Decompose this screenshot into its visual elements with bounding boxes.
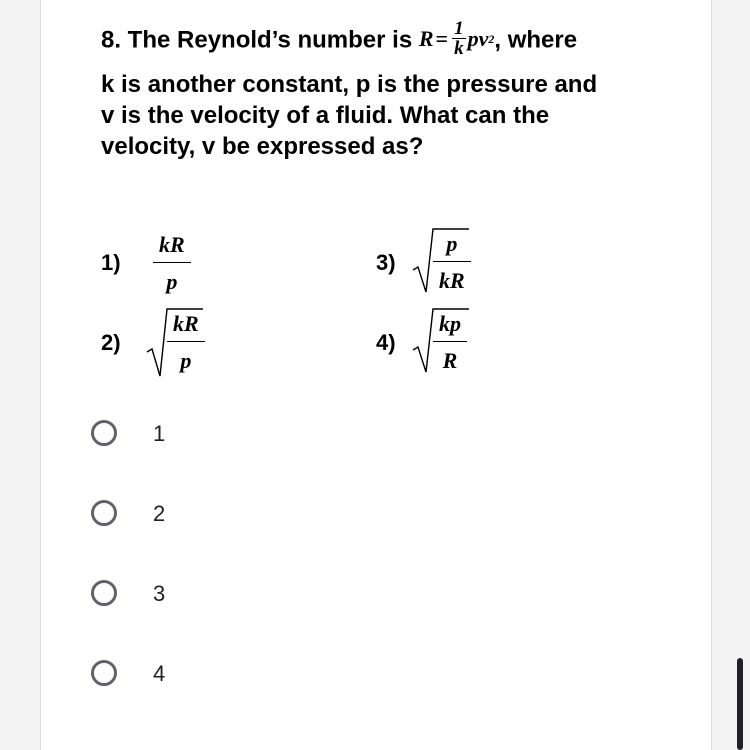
question-suffix: , where	[494, 26, 578, 54]
question-line-2: k is another constant, p is the pressure and	[101, 71, 598, 98]
question-prefix: 8. The Reynold’s number is	[101, 26, 413, 54]
option-4-denominator: R	[433, 341, 467, 372]
radio-button-2[interactable]	[91, 500, 117, 526]
question-line-4: velocity, v be expressed as?	[101, 133, 424, 160]
option-1-label: 1)	[101, 250, 121, 275]
radio-button-1[interactable]	[91, 420, 117, 446]
radio-button-3[interactable]	[91, 580, 117, 606]
choice-1-label[interactable]: 1	[153, 421, 166, 446]
eq-rhs: pv	[467, 25, 489, 51]
option-1-numerator: kR	[159, 232, 185, 257]
question-line-1	[101, 18, 578, 60]
radio-button-4[interactable]	[91, 660, 117, 686]
option-3-label: 3)	[376, 250, 396, 275]
eq-numerator: 1	[454, 18, 464, 39]
eq-equals: =	[435, 25, 449, 51]
eq-fraction	[452, 19, 466, 58]
eq-exponent: 2	[488, 31, 495, 46]
option-4-numerator: kp	[439, 311, 461, 336]
eq-denominator: k	[454, 38, 464, 59]
question-line-3: v is the velocity of a fluid. What can the	[101, 102, 550, 129]
choice-2-label[interactable]: 2	[153, 501, 166, 526]
option-1-math	[153, 234, 191, 293]
choice-3-label[interactable]: 3	[153, 581, 166, 606]
reynolds-equation	[419, 19, 495, 58]
choice-4-label[interactable]: 4	[153, 661, 166, 686]
option-2-numerator: kR	[173, 311, 199, 336]
option-2-denominator: p	[167, 341, 205, 372]
option-1-denominator: p	[153, 262, 191, 293]
scrollbar[interactable]	[737, 658, 743, 750]
option-4-label: 4)	[376, 330, 396, 355]
eq-lhs: R	[418, 25, 434, 51]
option-2-label: 2)	[101, 330, 121, 355]
option-3-denominator: kR	[433, 261, 471, 292]
option-3-numerator: p	[446, 231, 458, 256]
question-card	[40, 0, 712, 750]
